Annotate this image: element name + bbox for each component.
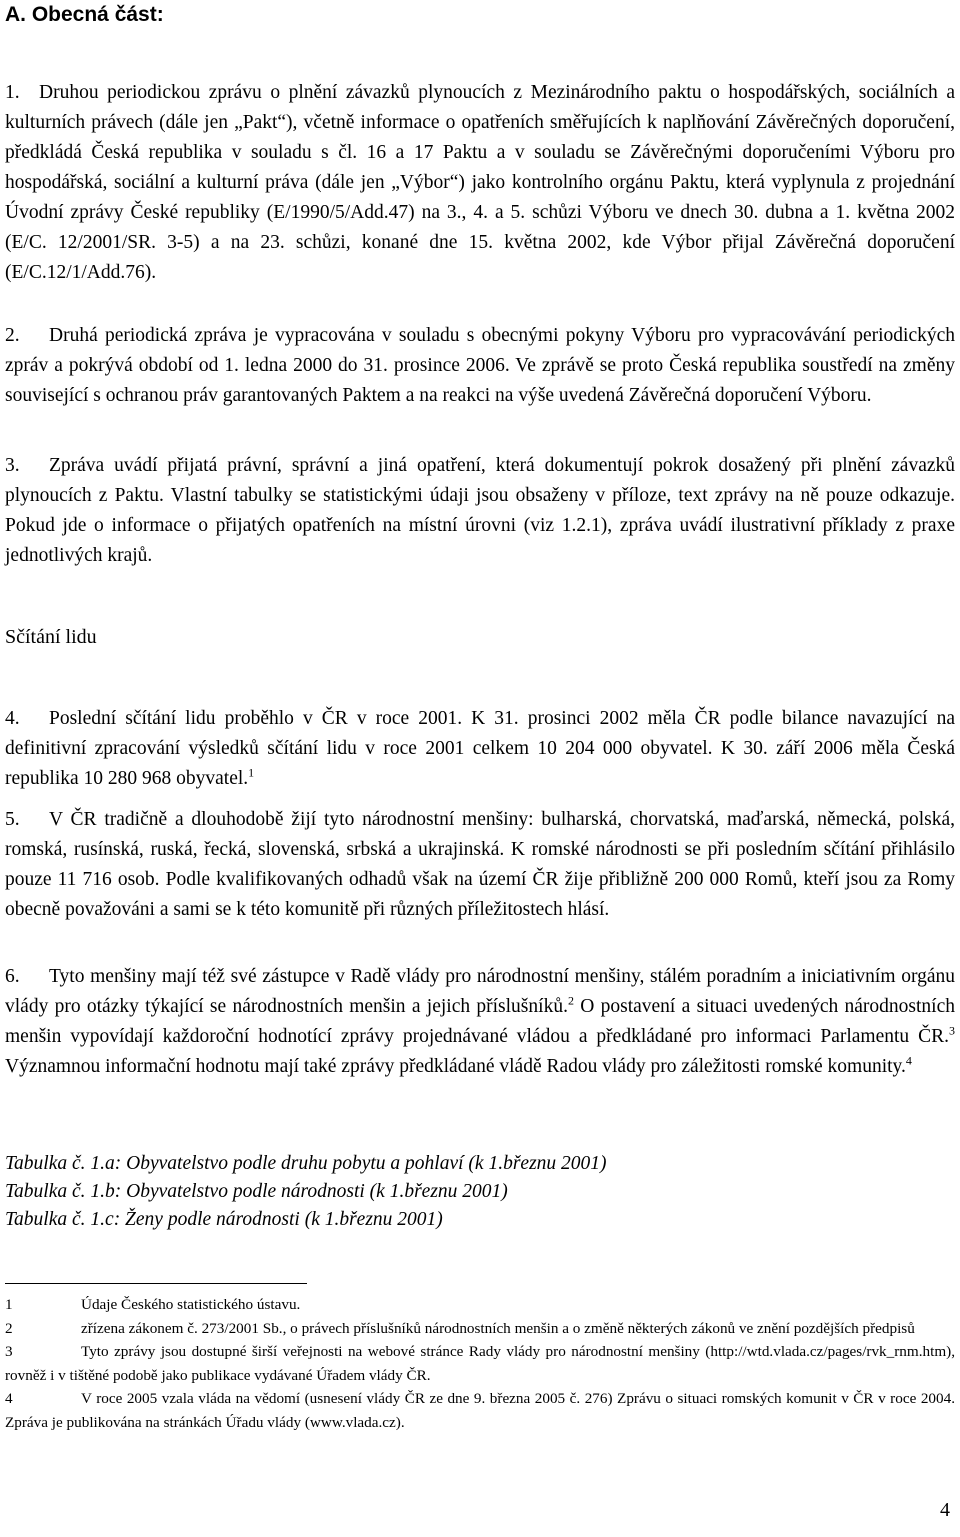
paragraph-text: Významnou informační hodnotu mají také zprávy předkládané vládě Radou vlády pro záležitosti romské komunity. bbox=[5, 1056, 906, 1077]
table-list bbox=[5, 1150, 607, 1234]
paragraph-6 bbox=[5, 962, 955, 1082]
page-number: 4 bbox=[940, 1499, 950, 1521]
paragraph-2 bbox=[5, 321, 955, 411]
paragraph-number: 3. bbox=[5, 455, 20, 476]
table-caption: Tabulka č. 1.c: Ženy podle národnosti (k 1.březnu 2001) bbox=[5, 1209, 443, 1230]
footnotes bbox=[5, 1293, 955, 1434]
footnote-ref[interactable]: 4 bbox=[905, 1053, 912, 1068]
paragraph-number: 4. bbox=[5, 708, 20, 729]
footnote-text: V roce 2005 vzala vláda na vědomí (usnesení vlády ČR ze dne 9. března 2005 č. 276) Zprávu o situaci romských komunit v ČR v roce 2004. Zpráva je publikována na stránkách Úřadu vlády (www.vlada.cz). bbox=[5, 1390, 955, 1431]
paragraph-text: Poslední sčítání lidu proběhlo v ČR v roce 2001. K 31. prosinci 2002 měla ČR podle bilance navazující na definitivní zpracování výsledků sčítání lidu v roce 2001 celkem 10 204 000 obyvatel. K 30. září 2006 měla Česká republika 10 280 968 obyvatel. bbox=[5, 708, 955, 789]
paragraph-text: Tyto menšiny mají též své zástupce v Radě vlády pro národnostní menšiny, stálém poradním a iniciativním orgánu vlády pro otázky týkající se národnostních menšin a jejich příslušníků. bbox=[5, 966, 955, 1017]
paragraph-text: Druhou periodickou zprávu o plnění závazků plynoucích z Mezinárodního paktu o hospodářských, sociálních a kulturních právech (dále jen „Pakt“), včetně informace o opatřeních směřujících k naplňování Závěrečných doporučení, předkládá Česká republika v souladu s čl. 16 a 17 Paktu a v souladu se Závěrečnými doporučeními Výboru pro hospodářská, sociální a kulturní práva (dále jen „Výbor“) jako kontrolního orgánu Paktu, která vyplynula z projednání Úvodní zprávy České republiky (E/1990/5/Add.47) na 3., 4. a 5. schůzi Výboru ve dnech 30. dubna a 1. května 2002 (E/C. 12/2001/SR. 3-5) a na 23. schůzi, konané dne 15. května 2002, kde Výbor přijal Závěrečná doporučení (E/C.12/1/Add.76). bbox=[5, 82, 955, 283]
footnote-item bbox=[5, 1387, 955, 1434]
paragraph-5 bbox=[5, 805, 955, 925]
footnote-number: 1 bbox=[5, 1296, 13, 1313]
footnote-divider bbox=[5, 1283, 307, 1284]
footnote-item bbox=[5, 1293, 955, 1317]
table-caption: Tabulka č. 1.b: Obyvatelstvo podle národnosti (k 1.březnu 2001) bbox=[5, 1181, 508, 1202]
footnote-text: Údaje Českého statistického ústavu. bbox=[81, 1296, 301, 1313]
table-caption: Tabulka č. 1.a: Obyvatelstvo podle druhu pobytu a pohlaví (k 1.březnu 2001) bbox=[5, 1153, 607, 1174]
paragraph-4 bbox=[5, 704, 955, 794]
footnote-number: 4 bbox=[5, 1390, 13, 1407]
footnote-ref[interactable]: 2 bbox=[567, 993, 574, 1008]
subsection-title: Sčítání lidu bbox=[5, 626, 97, 648]
footnote-number: 3 bbox=[5, 1343, 13, 1360]
paragraph-text: V ČR tradičně a dlouhodobě žijí tyto národnostní menšiny: bulharská, chorvatská, maďarská, německá, polská, romská, rusínská, ruská, řecká, slovenská, srbská a ukrajinská. K romské národnosti se při posledním sčítání přihlásilo pouze 11 716 osob. Podle kvalifikovaných odhadů však na území ČR žije přibližně 200 000 Romů, kteří jsou za Romy obecně považováni a sami se k této komunitě při různých příležitostech hlásí. bbox=[5, 809, 955, 920]
paragraph-number: 2. bbox=[5, 325, 20, 346]
paragraph-1 bbox=[5, 78, 955, 288]
footnote-ref[interactable]: 1 bbox=[248, 765, 255, 780]
paragraph-text: Druhá periodická zpráva je vypracována v souladu s obecnými pokyny Výboru pro vypracovávání periodických zpráv a pokrývá období od 1. ledna 2000 do 31. prosince 2006. Ve zprávě se proto Česká republika soustředí na změny související s ochranou práv garantovaných Paktem a na reakci na výše uvedená Závěrečná doporučení Výboru. bbox=[5, 325, 955, 406]
footnote-item bbox=[5, 1317, 955, 1341]
paragraph-number: 6. bbox=[5, 966, 20, 987]
paragraph-text: Zpráva uvádí přijatá právní, správní a jiná opatření, která dokumentují pokrok dosažený při plnění závazků plynoucích z Paktu. Vlastní tabulky se statistickými údaji jsou obsaženy v příloze, text zprávy na ně pouze odkazuje. Pokud jde o informace o přijatých opatřeních na místní úrovni (viz 1.2.1), zpráva uvádí ilustrativní příklady z praxe jednotlivých krajů. bbox=[5, 455, 955, 566]
paragraph-number: 1. bbox=[5, 82, 20, 103]
section-heading: A. Obecná část: bbox=[5, 3, 164, 26]
footnote-text: Tyto zprávy jsou dostupné širší veřejnosti na webové stránce Rady vlády pro národnostní menšiny (http://wtd.vlada.cz/pages/rvk_rnm.htm), rovněž i v tištěné podobě jako publikace vydávané Úřadem vlády ČR. bbox=[5, 1343, 955, 1384]
footnote-item bbox=[5, 1340, 955, 1387]
footnote-number: 2 bbox=[5, 1319, 13, 1337]
paragraph-number: 5. bbox=[5, 809, 20, 830]
paragraph-3 bbox=[5, 451, 955, 571]
footnote-text: zřízena zákonem č. 273/2001 Sb., o právech příslušníků národnostních menšin a o změně některých zákonů ve znění pozdějších předpisů bbox=[81, 1319, 915, 1337]
footnote-ref[interactable]: 3 bbox=[949, 1023, 955, 1038]
paragraph-text: O postavení a situaci uvedených národnostních menšin vypovídají každoroční hodnotící zprávy projednávané vládou a předkládané pro informaci Parlamentu ČR. bbox=[5, 996, 956, 1047]
